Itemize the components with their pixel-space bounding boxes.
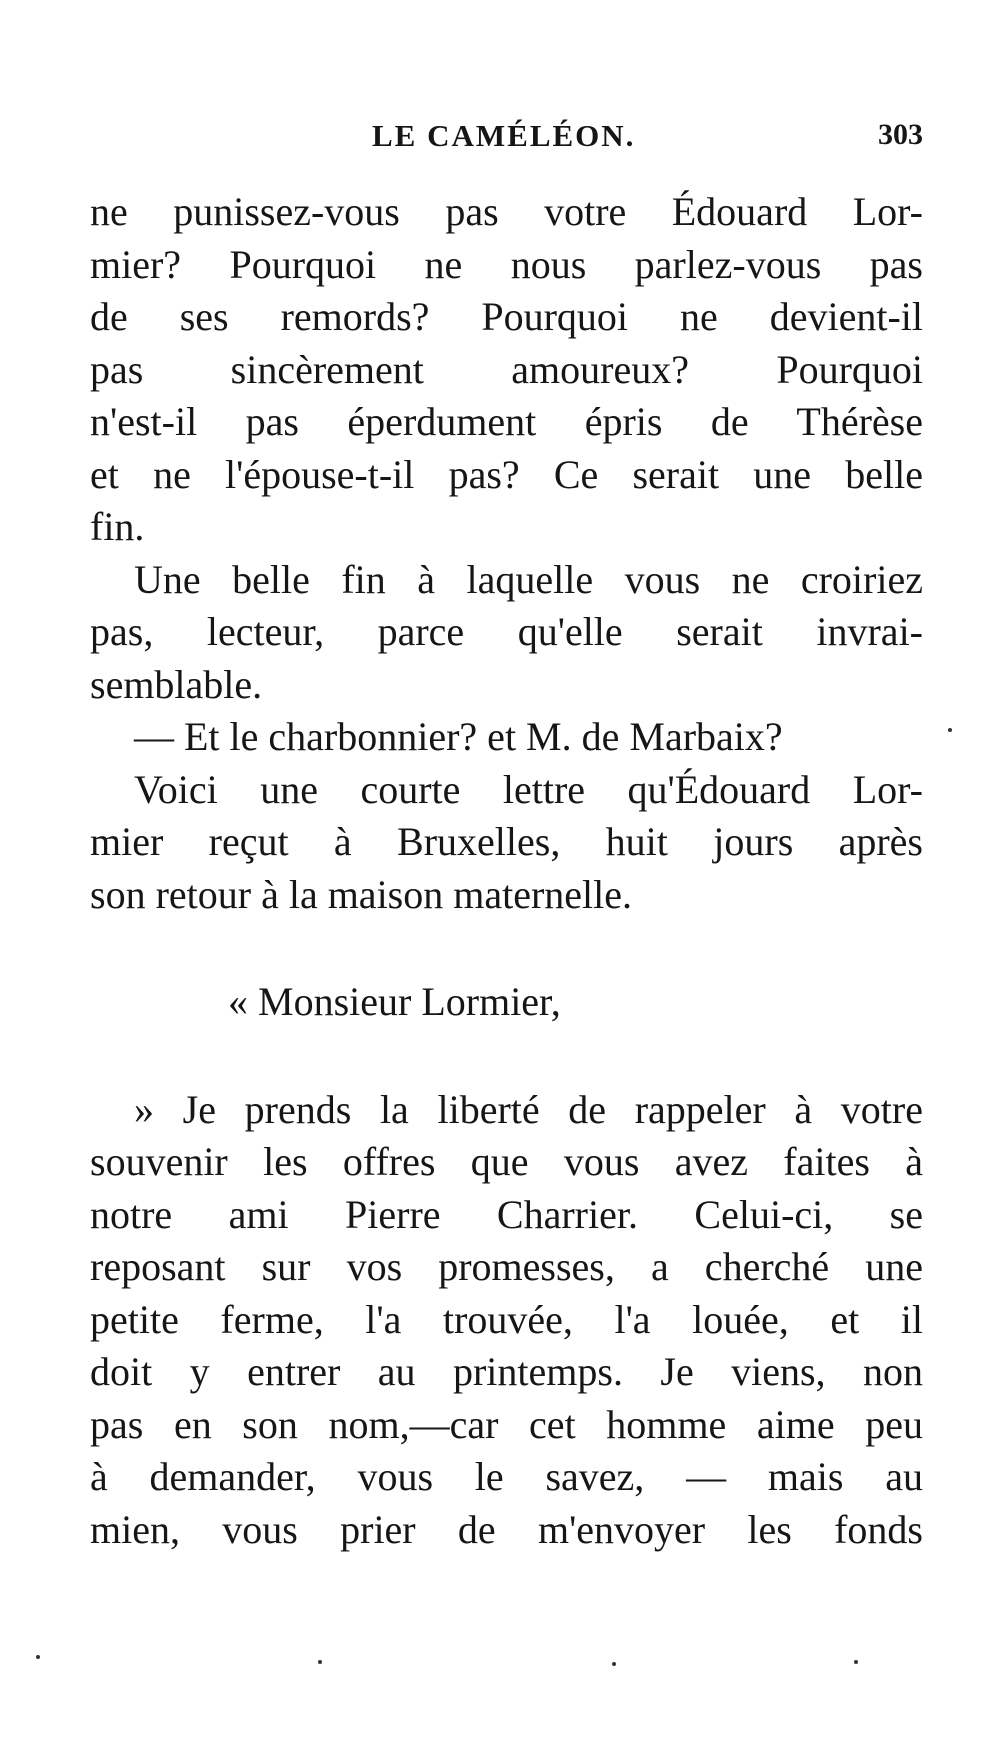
text-line: notre ami Pierre Charrier. Celui-ci, se (90, 1191, 923, 1237)
print-speck (948, 728, 952, 732)
paragraph-3 (90, 711, 923, 764)
running-title: LE CAMÉLÉON. (372, 118, 636, 153)
paragraph-2 (90, 554, 923, 712)
text-line: son retour à la maison maternelle. (90, 871, 633, 917)
text-line: pas, lecteur, parce qu'elle serait invrai- (90, 609, 923, 654)
text-line: Une belle fin à laquelle vous ne croiriez (134, 556, 923, 602)
text-line: semblable. (90, 661, 263, 707)
page-number: 303 (878, 118, 923, 151)
spacer (90, 921, 923, 976)
text-line: reposant sur vos promesses, a cherché une (90, 1244, 923, 1289)
print-speck (36, 1655, 40, 1659)
text-line: pas sincèrement amoureux? Pourquoi (90, 346, 923, 392)
page-header (90, 118, 923, 158)
text-line: et ne l'épouse-t-il pas? Ce serait une belle (90, 451, 923, 497)
print-speck (612, 1662, 616, 1666)
print-speck (854, 1660, 858, 1664)
text-line: ne punissez-vous pas votre Édouard Lor- (90, 189, 923, 234)
text-line: doit y entrer au printemps. Je viens, non (90, 1349, 923, 1394)
text-line: fin. (90, 504, 145, 549)
letter-salutation (90, 976, 923, 1029)
print-speck (318, 1660, 322, 1664)
page-body (90, 186, 923, 1556)
paragraph-4 (90, 764, 923, 922)
text-line: — Et le charbonnier? et M. de Marbaix? (134, 714, 783, 759)
text-line: souvenir les offres que vous avez faites à (90, 1139, 923, 1184)
paragraph-1 (90, 186, 923, 554)
text-line: mier? Pourquoi ne nous parlez-vous pas (90, 241, 923, 287)
spacer (90, 1029, 923, 1084)
letter-body (90, 1084, 923, 1557)
text-line: de ses remords? Pourquoi ne devient-il (90, 294, 923, 339)
text-line: mien, vous prier de m'envoyer les fonds (90, 1506, 923, 1552)
text-line: petite ferme, l'a trouvée, l'a louée, et il (90, 1296, 923, 1342)
text-line: Voici une courte lettre qu'Édouard Lor- (134, 766, 923, 812)
text-line: n'est-il pas éperdument épris de Thérèse (90, 399, 923, 444)
text-line: à demander, vous le savez, — mais au (90, 1454, 923, 1499)
text-line: » Je prends la liberté de rappeler à votre (134, 1086, 923, 1132)
text-line: mier reçut à Bruxelles, huit jours après (90, 819, 923, 864)
text-line: pas en son nom,—car cet homme aime peu (90, 1401, 923, 1447)
text-line: « Monsieur Lormier, (228, 979, 561, 1024)
